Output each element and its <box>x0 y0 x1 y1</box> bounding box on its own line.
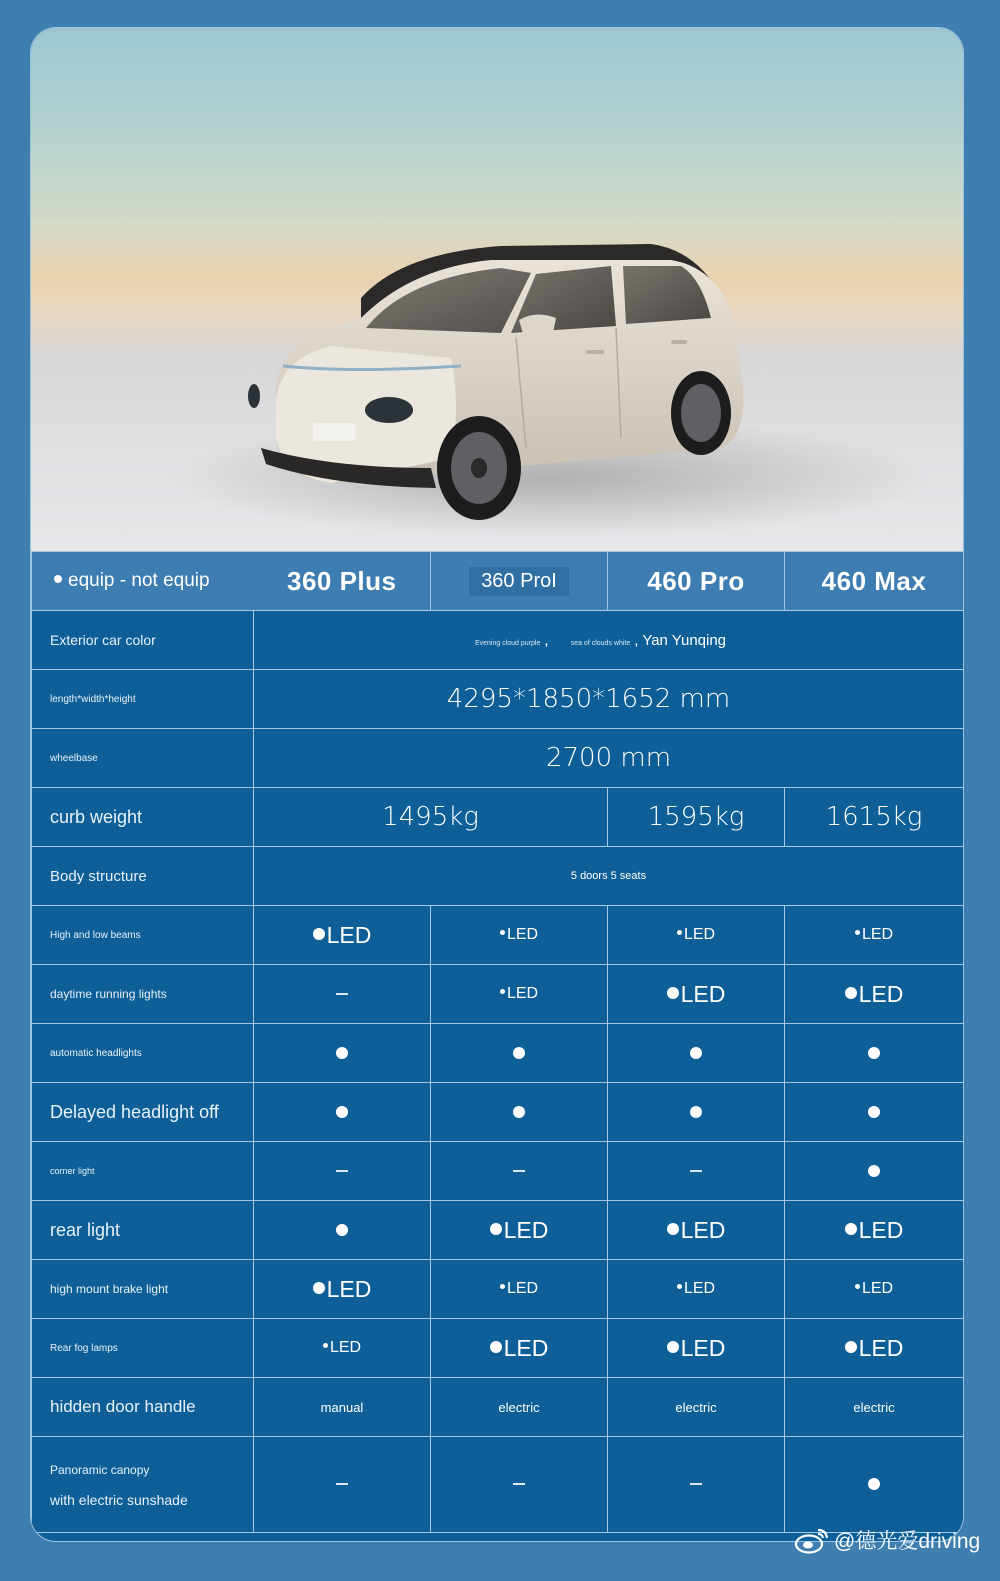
model-460-max: 460 Max <box>785 552 964 611</box>
color-option: sea of clouds white <box>570 639 631 647</box>
dot-icon <box>677 1284 682 1289</box>
watermark-text: @德光爱driving <box>834 1530 981 1553</box>
row-label: Exterior car color <box>32 611 254 670</box>
dot-icon <box>490 1223 502 1235</box>
row-label: Body structure <box>32 847 254 906</box>
feature-cell <box>254 965 431 1024</box>
feature-value: LED <box>858 980 904 1007</box>
dot-icon <box>845 987 857 999</box>
model-360-pro-i-label: 360 ProI <box>469 567 569 596</box>
feature-cell <box>785 906 964 965</box>
dot-icon <box>500 1284 505 1289</box>
curb-weight-value: 1495kg <box>254 788 608 847</box>
dot-icon <box>336 1224 348 1236</box>
feature-cell <box>785 1201 964 1260</box>
feature-cell <box>254 1260 431 1319</box>
dot-icon <box>690 1106 702 1118</box>
row-label: daytime running lights <box>32 965 254 1024</box>
dot-icon <box>868 1106 880 1118</box>
dash-icon <box>513 1170 525 1172</box>
weibo-icon <box>794 1526 830 1554</box>
dot-icon <box>868 1165 880 1177</box>
color-option: Evening cloud purple <box>474 639 541 647</box>
feature-value: LED <box>861 926 894 943</box>
dot-icon <box>490 1341 502 1353</box>
row-label-line: with electric sunshade <box>50 1491 188 1508</box>
car-illustration <box>31 28 963 551</box>
feature-value: LED <box>506 985 539 1002</box>
table-row <box>32 1024 964 1083</box>
dash-icon <box>690 1170 702 1172</box>
feature-cell <box>608 1142 785 1201</box>
feature-cell <box>431 965 608 1024</box>
separator: , <box>544 631 549 649</box>
row-label: Delayed headlight off <box>32 1083 254 1142</box>
feature-cell <box>608 1201 785 1260</box>
feature-value: LED <box>861 1280 894 1297</box>
row-label: rear light <box>32 1201 254 1260</box>
feature-cell <box>785 965 964 1024</box>
feature-cell: manual <box>254 1378 431 1437</box>
feature-cell <box>431 1201 608 1260</box>
dot-icon <box>54 575 62 583</box>
dot-icon <box>500 930 505 935</box>
row-label: curb weight <box>32 788 254 847</box>
dot-icon <box>845 1341 857 1353</box>
dash-icon <box>336 993 348 995</box>
feature-cell <box>785 1437 964 1533</box>
table-row <box>32 729 964 788</box>
row-label <box>32 1437 254 1533</box>
row-label: automatic headlights <box>32 1024 254 1083</box>
feature-cell <box>431 1260 608 1319</box>
table-row <box>32 670 964 729</box>
dot-icon <box>667 987 679 999</box>
legend-cell <box>32 552 254 611</box>
feature-value: LED <box>503 1334 549 1361</box>
feature-value: LED <box>506 926 539 943</box>
separator: , <box>634 631 639 649</box>
feature-cell: electric <box>431 1378 608 1437</box>
dot-icon <box>323 1343 328 1348</box>
dot-icon <box>868 1478 880 1490</box>
model-360-pro-i <box>431 552 608 611</box>
feature-value: LED <box>858 1216 904 1243</box>
feature-cell <box>608 1083 785 1142</box>
feature-cell <box>608 1024 785 1083</box>
feature-cell: electric <box>608 1378 785 1437</box>
feature-value: LED <box>680 980 726 1007</box>
feature-value: LED <box>329 1339 362 1356</box>
dot-icon <box>667 1223 679 1235</box>
row-label: High and low beams <box>32 906 254 965</box>
feature-cell <box>431 906 608 965</box>
feature-cell <box>608 1319 785 1378</box>
feature-value: LED <box>683 926 716 943</box>
dot-icon <box>513 1047 525 1059</box>
dot-icon <box>500 989 505 994</box>
dot-icon <box>513 1106 525 1118</box>
curb-weight-value: 1615kg <box>785 788 964 847</box>
dash-icon <box>336 1170 348 1172</box>
feature-cell <box>608 906 785 965</box>
spec-card <box>30 27 964 1542</box>
feature-value: LED <box>858 1334 904 1361</box>
wheelbase-value: 2700 mm <box>254 729 964 788</box>
feature-cell <box>431 1142 608 1201</box>
table-row <box>32 847 964 906</box>
feature-cell <box>254 1319 431 1378</box>
table-row <box>32 1083 964 1142</box>
dash-icon <box>336 1483 348 1485</box>
feature-cell <box>785 1024 964 1083</box>
model-360-plus: 360 Plus <box>254 552 431 611</box>
feature-cell <box>254 1083 431 1142</box>
feature-cell <box>431 1437 608 1533</box>
feature-cell <box>431 1083 608 1142</box>
feature-value: LED <box>326 1275 372 1302</box>
table-row <box>32 1142 964 1201</box>
feature-cell <box>608 1260 785 1319</box>
feature-cell <box>608 965 785 1024</box>
feature-value: LED <box>503 1216 549 1243</box>
row-label-line: Panoramic canopy <box>50 1462 150 1477</box>
car-hero-image <box>31 28 963 551</box>
feature-value: LED <box>683 1280 716 1297</box>
dash-icon <box>513 1483 525 1485</box>
table-row <box>32 611 964 670</box>
dot-icon <box>667 1341 679 1353</box>
feature-cell <box>431 1319 608 1378</box>
table-row <box>32 1378 964 1437</box>
row-label: high mount brake light <box>32 1260 254 1319</box>
table-row <box>32 788 964 847</box>
table-row <box>32 906 964 965</box>
feature-value: LED <box>680 1216 726 1243</box>
spec-table <box>31 551 964 1533</box>
dot-icon <box>690 1047 702 1059</box>
dot-icon <box>336 1106 348 1118</box>
color-option: Yan Yunqing <box>642 631 727 649</box>
dot-icon <box>855 1284 860 1289</box>
exterior-color-value <box>254 611 964 670</box>
feature-cell <box>254 1024 431 1083</box>
row-label: wheelbase <box>32 729 254 788</box>
dot-icon <box>868 1047 880 1059</box>
dot-icon <box>677 930 682 935</box>
table-row <box>32 1437 964 1533</box>
table-row <box>32 1201 964 1260</box>
feature-cell: electric <box>785 1378 964 1437</box>
table-header-row <box>32 552 964 611</box>
feature-cell <box>254 1201 431 1260</box>
feature-cell <box>785 1142 964 1201</box>
row-label: corner light <box>32 1142 254 1201</box>
table-row <box>32 1260 964 1319</box>
watermark <box>794 1525 980 1555</box>
feature-cell <box>254 1142 431 1201</box>
legend-text: equip - not equip <box>68 570 210 591</box>
feature-cell <box>608 1437 785 1533</box>
row-label: hidden door handle <box>32 1378 254 1437</box>
dot-icon <box>313 928 325 940</box>
dimensions-value: 4295*1850*1652 mm <box>254 670 964 729</box>
feature-cell <box>431 1024 608 1083</box>
model-460-pro: 460 Pro <box>608 552 785 611</box>
dot-icon <box>313 1282 325 1294</box>
feature-cell <box>785 1260 964 1319</box>
feature-value: LED <box>326 921 372 948</box>
row-label: length*width*height <box>32 670 254 729</box>
table-row <box>32 965 964 1024</box>
feature-value: LED <box>506 1280 539 1297</box>
feature-value: LED <box>680 1334 726 1361</box>
feature-cell <box>785 1083 964 1142</box>
feature-cell <box>254 1437 431 1533</box>
dot-icon <box>336 1047 348 1059</box>
dot-icon <box>855 930 860 935</box>
dot-icon <box>845 1223 857 1235</box>
body-structure-value: 5 doors 5 seats <box>254 847 964 906</box>
feature-cell <box>254 906 431 965</box>
feature-cell <box>785 1319 964 1378</box>
curb-weight-value: 1595kg <box>608 788 785 847</box>
table-row <box>32 1319 964 1378</box>
row-label: Rear fog lamps <box>32 1319 254 1378</box>
dash-icon <box>690 1483 702 1485</box>
